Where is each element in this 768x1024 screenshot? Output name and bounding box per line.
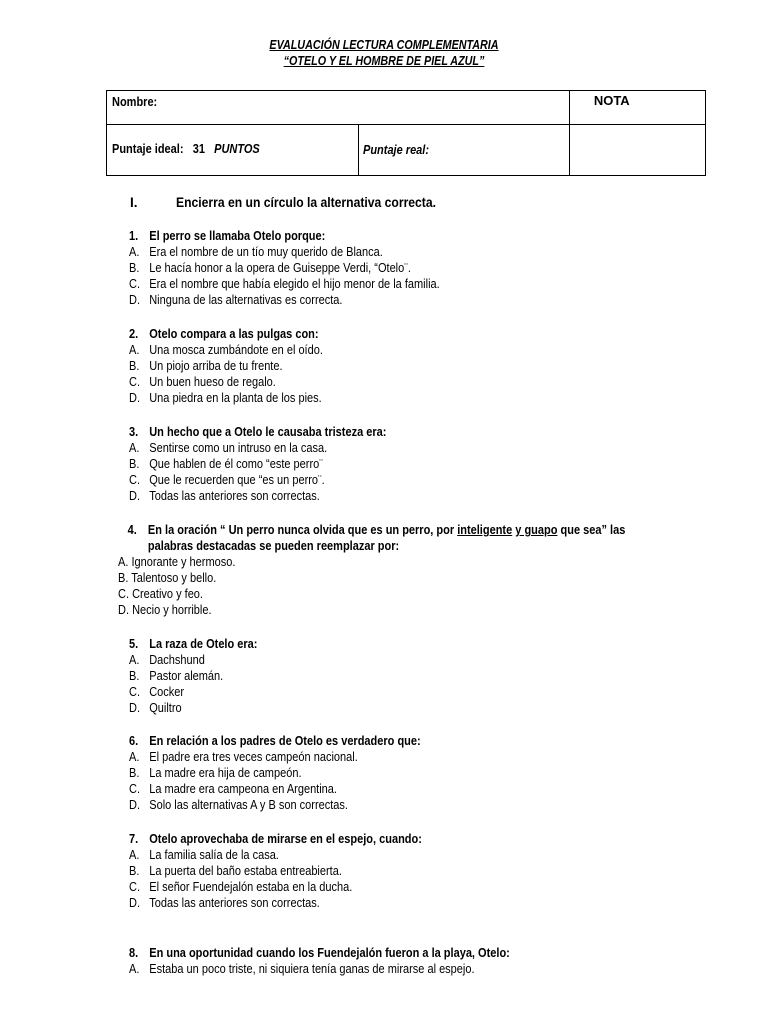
option-b[interactable]: B. Pastor alemán. (129, 669, 224, 683)
ideal-score-value: 31 (192, 142, 205, 156)
name-cell[interactable] (107, 91, 570, 125)
option-d[interactable]: D. Una piedra en la planta de los pies. (129, 391, 322, 405)
question-8 (129, 945, 649, 977)
question-5 (129, 636, 649, 716)
section-heading (130, 195, 465, 210)
question-6 (129, 733, 649, 813)
ideal-score-unit: PUNTOS (214, 142, 260, 156)
ideal-score-label: Puntaje ideal: (112, 142, 184, 156)
ideal-score-cell (107, 125, 359, 176)
option-c[interactable]: C. Que le recuerden que “es un perro¨. (129, 473, 325, 487)
question-stem: 1. El perro se llamaba Otelo porque: (129, 229, 326, 243)
option-a[interactable]: A. El padre era tres veces campeón nacional. (129, 750, 358, 764)
ideal-score-text (112, 142, 260, 156)
question-stem: 5. La raza de Otelo era: (129, 637, 258, 651)
question-stem: 6. En relación a los padres de Otelo es verdadero que: (129, 734, 421, 748)
option-a[interactable]: A. Dachshund (129, 653, 205, 667)
question-stem: 7. Otelo aprovechaba de mirarse en el espejo, cuando: (129, 832, 422, 846)
option-d[interactable]: D. Quiltro (129, 701, 182, 715)
section-instruction: Encierra en un círculo la alternativa correcta. (176, 195, 436, 210)
option-b[interactable]: B. Que hablen de él como “este perro¨ (129, 457, 323, 471)
question-1 (129, 228, 649, 308)
option-d[interactable]: D. Ninguna de las alternativas es correcta. (129, 293, 343, 307)
question-stem-continued: palabras destacadas se pueden reemplazar por: (147, 539, 400, 553)
option-a[interactable]: A. Estaba un poco triste, ni siquiera tenía ganas de mirarse al espejo. (129, 962, 475, 976)
section-number: I. (130, 195, 138, 210)
question-stem: 2. Otelo compara a las pulgas con: (129, 327, 319, 341)
option-a[interactable]: A. La familia salía de la casa. (129, 848, 279, 862)
option-a[interactable]: A. Ignorante y hermoso. (118, 555, 236, 569)
question-stem: 3. Un hecho que a Otelo le causaba tristeza era: (129, 425, 387, 439)
option-c[interactable]: C. Era el nombre que había elegido el hijo menor de la familia. (129, 277, 440, 291)
grade-label: NOTA (593, 93, 630, 108)
option-b[interactable]: B. La puerta del baño estaba entreabierta. (129, 864, 342, 878)
option-c[interactable]: C. Creativo y feo. (118, 587, 203, 601)
option-d[interactable]: D. Todas las anteriores son correctas. (129, 896, 320, 910)
underlined-word-1: inteligente (457, 523, 513, 537)
real-score-label: Puntaje real: (363, 143, 430, 157)
document-subtitle: “OTELO Y EL HOMBRE DE PIEL AZUL” (283, 54, 485, 68)
option-b[interactable]: B. Talentoso y bello. (118, 571, 217, 585)
question-7 (129, 831, 649, 911)
option-c[interactable]: C. La madre era campeona en Argentina. (129, 782, 337, 796)
underlined-word-2: y guapo (515, 523, 558, 537)
document-title: EVALUACIÓN LECTURA COMPLEMENTARIA (269, 38, 499, 52)
option-b[interactable]: B. La madre era hija de campeón. (129, 766, 302, 780)
question-3 (129, 424, 649, 504)
grade-header-cell (569, 91, 705, 125)
student-info-table (106, 90, 706, 176)
option-c[interactable]: C. Cocker (129, 685, 185, 699)
option-a[interactable]: A. Sentirse como un intruso en la casa. (129, 441, 328, 455)
option-c[interactable]: C. Un buen hueso de regalo. (129, 375, 276, 389)
option-d[interactable]: D. Todas las anteriores son correctas. (129, 489, 320, 503)
name-label: Nombre: (112, 95, 158, 109)
question-stem: 8. En una oportunidad cuando los Fuendejalón fueron a la playa, Otelo: (129, 946, 510, 960)
grade-value-cell[interactable] (569, 125, 705, 176)
question-4 (118, 522, 638, 618)
option-b[interactable]: B. Le hacía honor a la opera de Guiseppe Verdi, “Otelo¨. (129, 261, 411, 275)
option-d[interactable]: D. Solo las alternativas A y B son correctas. (129, 798, 348, 812)
option-a[interactable]: A. Una mosca zumbándote en el oído. (129, 343, 323, 357)
option-a[interactable]: A. Era el nombre de un tío muy querido de Blanca. (129, 245, 383, 259)
option-c[interactable]: C. El señor Fuendejalón estaba en la ducha. (129, 880, 353, 894)
option-b[interactable]: B. Un piojo arriba de tu frente. (129, 359, 283, 373)
question-stem: 4. En la oración “ Un perro nunca olvida que es un perro, por inteligente y guapo que sea” las (127, 523, 626, 537)
real-score-cell[interactable] (359, 125, 569, 176)
question-2 (129, 326, 649, 406)
option-d[interactable]: D. Necio y horrible. (118, 603, 212, 617)
